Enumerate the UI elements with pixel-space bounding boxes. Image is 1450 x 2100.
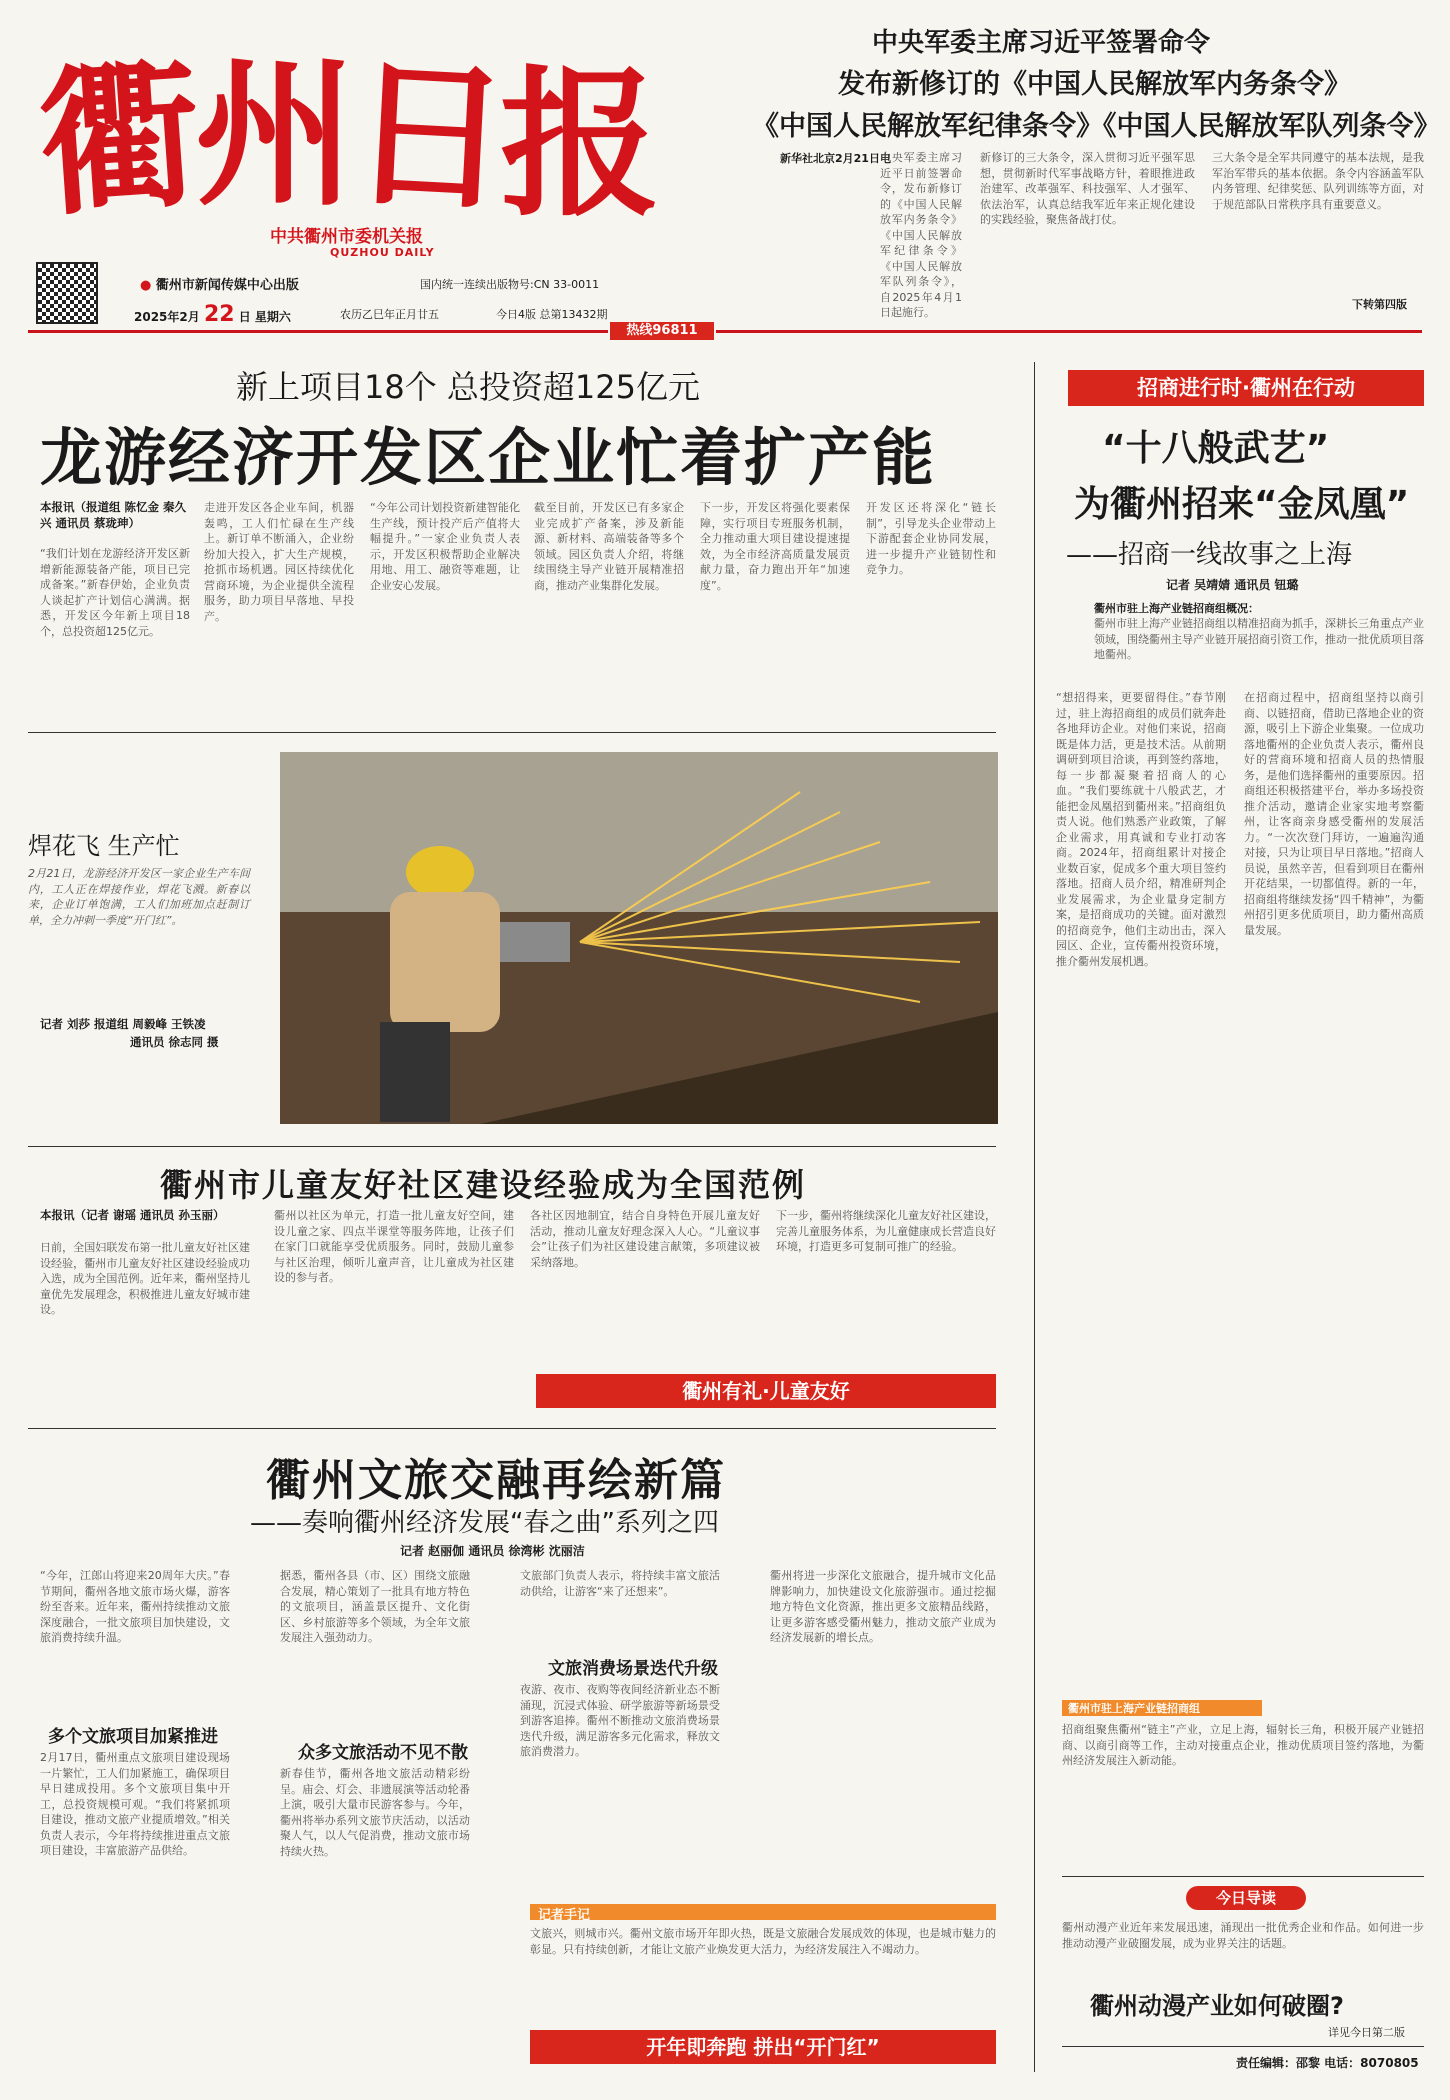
right-note-text: 招商组聚焦衢州“链主”产业，立足上海，辐射长三角，积极开展产业链招商、以商引商等工作，主动对接重点企业，推动优质项目签约落地，为衢州经济发展注入新动能。 [1062,1723,1424,1767]
lead-col3: “今年公司计划投资新建智能化生产线，预计投产后产值将大幅提升。”一家企业负责人表示，开发区积极帮助企业解决用地、用工、融资等难题，让企业安心发展。 [370,501,520,592]
organ-label: 中共衢州市委机关报 [270,227,423,247]
section-divider [28,732,996,733]
culture-headline: 衢州文旅交融再绘新篇 [266,1455,726,1506]
right-col2: 在招商过程中，招商组坚持以商引商、以链招商，借助已落地企业的资源，吸引上下游企业集聚。一位成功落地衢州的企业负责人表示，衢州良好的营商环境和招商人员的热情服务，是他们选择衢州的重要原因。招商组还积极搭建平台，举办多场投资推介活动，邀请企业家实地考察衢州，让客商亲身感受衢州的发展活力。“一次次登门拜访，一遍遍沟通对接，只为让项目早日落地。”招商人员说，虽然辛苦，但看到项目在衢州开花结果，一切都值得。新的一年，招商组将继续发扬“四千精神”，为衢州招引更多优质项目，助力衢州高质量发展。 [1244,691,1424,937]
photo-credit2: 通讯员 徐志同 摄 [130,1035,219,1049]
lead-headline: 龙游经济开发区企业忙着扩产能 [40,421,937,494]
today-text: 衢州动漫产业近年来发展迅速，涌现出一批优秀企业和作品。如何进一步推动动漫产业破圈发展，成为业界关注的话题。 [1062,1921,1424,1950]
culture-col3b: 夜游、夜市、夜购等夜间经济新业态不断涌现，沉浸式体验、研学旅游等新场景受到游客追捧。衢州不断推动文旅消费场景迭代升级，满足游客多元化需求，释放文旅消费潜力。 [520,1683,720,1758]
top-news-col3: 三大条令是全军共同遵守的基本法规，是我军治军带兵的基本依据。条令内容涵盖军队内务管理、纪律奖惩、队列训练等方面，对于规范部队日常秩序具有重要意义。 [1212,151,1424,211]
children-headline: 衢州市儿童友好社区建设经验成为全国范例 [160,1166,807,1204]
date-suffix: 日 星期六 [238,310,291,324]
right-tag: 招商进行时·衢州在行动 [1068,370,1424,406]
masthead-rule-right [716,330,1422,333]
date-day: 22 [203,302,235,327]
children-banner: 衢州有礼·儿童友好 [536,1374,996,1408]
right-lead-text: 衢州市驻上海产业链招商组以精准招商为抓手，深耕长三角重点产业领域，围绕衢州主导产业链开展招商引资工作，推动一批优质项目落地衢州。 [1094,617,1424,661]
children-byline: 本报讯（记者 谢瑶 通讯员 孙玉丽） [40,1208,225,1222]
issue-date [134,302,291,327]
culture-col1b: 2月17日，衢州重点文旅项目建设现场一片繁忙，工人们加紧施工，确保项目早日建成投用。多个文旅项目集中开工，总投资规模可观。“我们将紧抓项目建设，推动文旅产业提质增效。”相关负责人表示，今年将持续推进重点文旅项目建设，丰富旅游产品供给。 [40,1751,230,1857]
lead-col5: 下一步，开发区将强化要素保障，实行项目专班服务机制，全力推动重大项目建设提速提效，为全市经济高质量发展贡献力量，奋力跑出开年“加速度”。 [700,501,850,592]
editor-note-label: 记者手记 [538,1908,591,1923]
issue-number: 今日4版 总第13432期 [496,308,608,321]
top-news-line1: 中央军委主席习近平签署命令 [872,28,1211,58]
lead-col1: “我们计划在龙游经济开发区新增新能源装备产能，项目已完成备案。”新春伊始，企业负责人谈起扩产计划信心满满。据悉，开发区今年新上项目18个，总投资超125亿元。 [40,547,190,638]
lead-col2: 走进开发区各企业车间，机器轰鸣，工人们忙碌在生产线上。新订单不断涌入，企业纷纷加大投入，扩大生产规模，抢抓市场机遇。园区持续优化营商环境，为企业提供全流程服务，助力项目早落地、早投产。 [204,501,354,623]
lunar-date: 农历乙巳年正月廿五 [340,308,439,321]
culture-col2: 据悉，衢州各县（市、区）围绕文旅融合发展，精心策划了一批具有地方特色的文旅项目，涵盖景区提升、文化街区、乡村旅游等多个领域，为全年文旅发展注入强劲动力。 [280,1569,470,1644]
culture-banner: 开年即奔跑 拼出“开门红” [530,2030,996,2064]
right-headline1: “十八般武艺” [1102,428,1330,469]
cn-number: 国内统一连续出版物号:CN 33-0011 [420,278,600,291]
culture-section3: 文旅消费场景迭代升级 [548,1659,718,1679]
date-prefix: 2025年2月 [134,310,200,324]
publisher [140,274,299,293]
top-news-col2: 新修订的三大条令，深入贯彻习近平强军思想，贯彻新时代军事战略方针，着眼推进政治建军、改革强军、科技强军、人才强军、依法治军，认真总结我军近年来正规化建设的实践经验，聚焦备战打仗。 [980,151,1195,226]
today-tag: 今日导读 [1186,1886,1306,1910]
lead-col4: 截至目前，开发区已有多家企业完成扩产备案，涉及新能源、新材料、高端装备等多个领域。园区负责人介绍，将继续围绕主导产业链开展精准招商，推动产业集群化发展。 [534,501,684,592]
culture-col2b: 新春佳节，衢州各地文旅活动精彩纷呈。庙会、灯会、非遗展演等活动轮番上演，吸引大量市民游客参与。今年，衢州将举办系列文旅节庆活动，以活动聚人气，以人气促消费，推动文旅市场持续火热。 [280,1767,470,1858]
children-col3: 各社区因地制宜，结合自身特色开展儿童友好活动，推动儿童友好理念深入人心。“儿童议事会”让孩子们为社区建设建言献策，多项建议被采纳落地。 [530,1209,760,1269]
column-divider [1034,362,1035,2072]
top-news-line3: 《中国人民解放军纪律条令》《中国人民解放军队列条令》 [752,111,1441,142]
welding-photo [280,752,998,1124]
photo-caption-title: 焊花飞 生产忙 [28,832,180,860]
publisher-text: 衢州市新闻传媒中心出版 [155,278,299,293]
lead-byline: 本报讯（报道组 陈忆金 秦久兴 通讯员 蔡珑珅） [40,500,187,530]
culture-col4: 衢州将进一步深化文旅融合，提升城市文化品牌影响力，加快建设文化旅游强市。通过挖掘地方特色文化资源，推出更多文旅精品线路，让更多游客感受衢州魅力，推动文旅产业成为经济发展新的增长点。 [770,1569,996,1644]
culture-section2: 众多文旅活动不见不散 [298,1743,468,1763]
culture-col1: “今年，江郎山将迎来20周年大庆。”春节期间，衢州各地文旅市场火爆，游客纷至沓来。近年来，衢州持续推动文旅深度融合，一批文旅项目加快建设，文旅消费持续升温。 [40,1569,230,1644]
right-byline: 记者 吴靖婧 通讯员 钮璐 [1166,578,1299,592]
masthead-char: 报 [500,50,661,238]
masthead-char: 衢 [33,39,207,239]
top-news-col1b [780,168,962,274]
today-headline[interactable]: 衢州动漫产业如何破圈? [1090,1992,1344,2020]
publisher-logo-icon: ● [140,278,152,293]
english-title: QUZHOU DAILY [330,246,435,259]
right-headline2: 为衢州招来“金凤凰” [1074,484,1410,525]
top-news-line2: 发布新修订的《中国人民解放军内务条令》 [838,69,1351,100]
section-divider-2 [28,1146,996,1147]
photo-caption-text: 2月21日，龙游经济开发区一家企业生产车间内，工人正在焊接作业，焊花飞溅。新春以来，企业订单饱满，工人们加班加点赶制订单，全力冲刺一季度“开门红”。 [28,867,250,927]
masthead-char: 日 [345,37,516,235]
right-col1: “想招得来，更要留得住。”春节刚过，驻上海招商组的成员们就奔赴各地拜访企业。对他们来说，招商既是体力活，更是技术活。从前期调研到项目洽谈，再到签约落地，每一步都凝聚着招商人的心血。“我们要练就十八般武艺，才能把金凤凰招到衢州来。”招商组负责人说。他们熟悉产业政策，了解企业需求，用真诚和专业打动客商。2024年，招商组累计对接企业数百家，促成多个重大项目签约落地。招商人员介绍，精准研判企业发展需求，为企业量身定制方案，是招商成功的关键。面对激烈的招商竞争，他们主动出击，深入园区、企业，宣传衢州投资环境，推介衢州发展机遇。 [1056,691,1226,968]
right-lead-name: 衢州市驻上海产业链招商组概况： [1094,602,1259,615]
top-news-col1: 中央军委主席习近平日前签署命令，发布新修订的《中国人民解放军内务条令》《中国人民解放军纪律条令》《中国人民解放军队列条令》，自2025年4月1日起施行。 [880,151,962,319]
today-more[interactable]: 详见今日第二版 [1328,2026,1405,2039]
masthead-char: 州 [195,40,356,228]
lead-kicker: 新上项目18个 总投资超125亿元 [236,368,700,406]
culture-col3: 文旅部门负责人表示，将持续丰富文旅活动供给，让游客“来了还想来”。 [520,1569,720,1598]
culture-subhead: ——奏响衢州经济发展“春之曲”系列之四 [250,1508,719,1538]
right-note-tag: 衢州市驻上海产业链招商组 [1068,1702,1200,1715]
hotline-badge: 热线96811 [610,322,714,340]
photo-credit1: 记者 刘莎 报道组 周毅峰 王铁凌 [40,1017,206,1031]
section-divider-3 [28,1428,996,1429]
culture-byline: 记者 赵丽伽 通讯员 徐湾彬 沈丽洁 [400,1544,585,1558]
culture-section1: 多个文旅项目加紧推进 [48,1727,218,1747]
children-col2: 衢州以社区为单元，打造一批儿童友好空间，建设儿童之家、四点半课堂等服务阵地，让孩子们在家门口就能享受优质服务。同时，鼓励儿童参与社区治理，倾听儿童声音，让儿童成为社区建设的参与者。 [274,1209,514,1284]
children-col1: 日前，全国妇联发布第一批儿童友好社区建设经验，衢州市儿童友好社区建设经验成功入选，成为全国范例。近年来，衢州坚持儿童优先发展理念，积极推进儿童友好城市建设。 [40,1241,250,1316]
editor-note-text: 文旅兴，则城市兴。衢州文旅市场开年即火热，既是文旅融合发展成效的体现，也是城市魅力的彰显。只有持续创新，才能让文旅产业焕发更大活力，为经济发展注入不竭动力。 [530,1927,996,1956]
right-divider [1062,1876,1424,1877]
editor-note-bar [530,1904,996,1920]
qr-code[interactable] [36,262,98,324]
lead-col6: 开发区还将深化“链长制”，引导龙头企业带动上下游配套企业协同发展，进一步提升产业链韧性和竞争力。 [866,501,996,576]
top-news-dateline: 新华社北京2月21日电 [780,152,891,165]
masthead-rule [28,330,608,333]
right-subhead: ——招商一线故事之上海 [1066,540,1353,570]
footer-rule [1062,2046,1424,2047]
footer-editor: 责任编辑：邵黎 电话：8070805 [1236,2056,1419,2070]
children-col4: 下一步，衢州将继续深化儿童友好社区建设，完善儿童服务体系，为儿童健康成长营造良好环境，打造更多可复制可推广的经验。 [776,1209,996,1253]
continued-note: 下转第四版 [1352,298,1407,311]
